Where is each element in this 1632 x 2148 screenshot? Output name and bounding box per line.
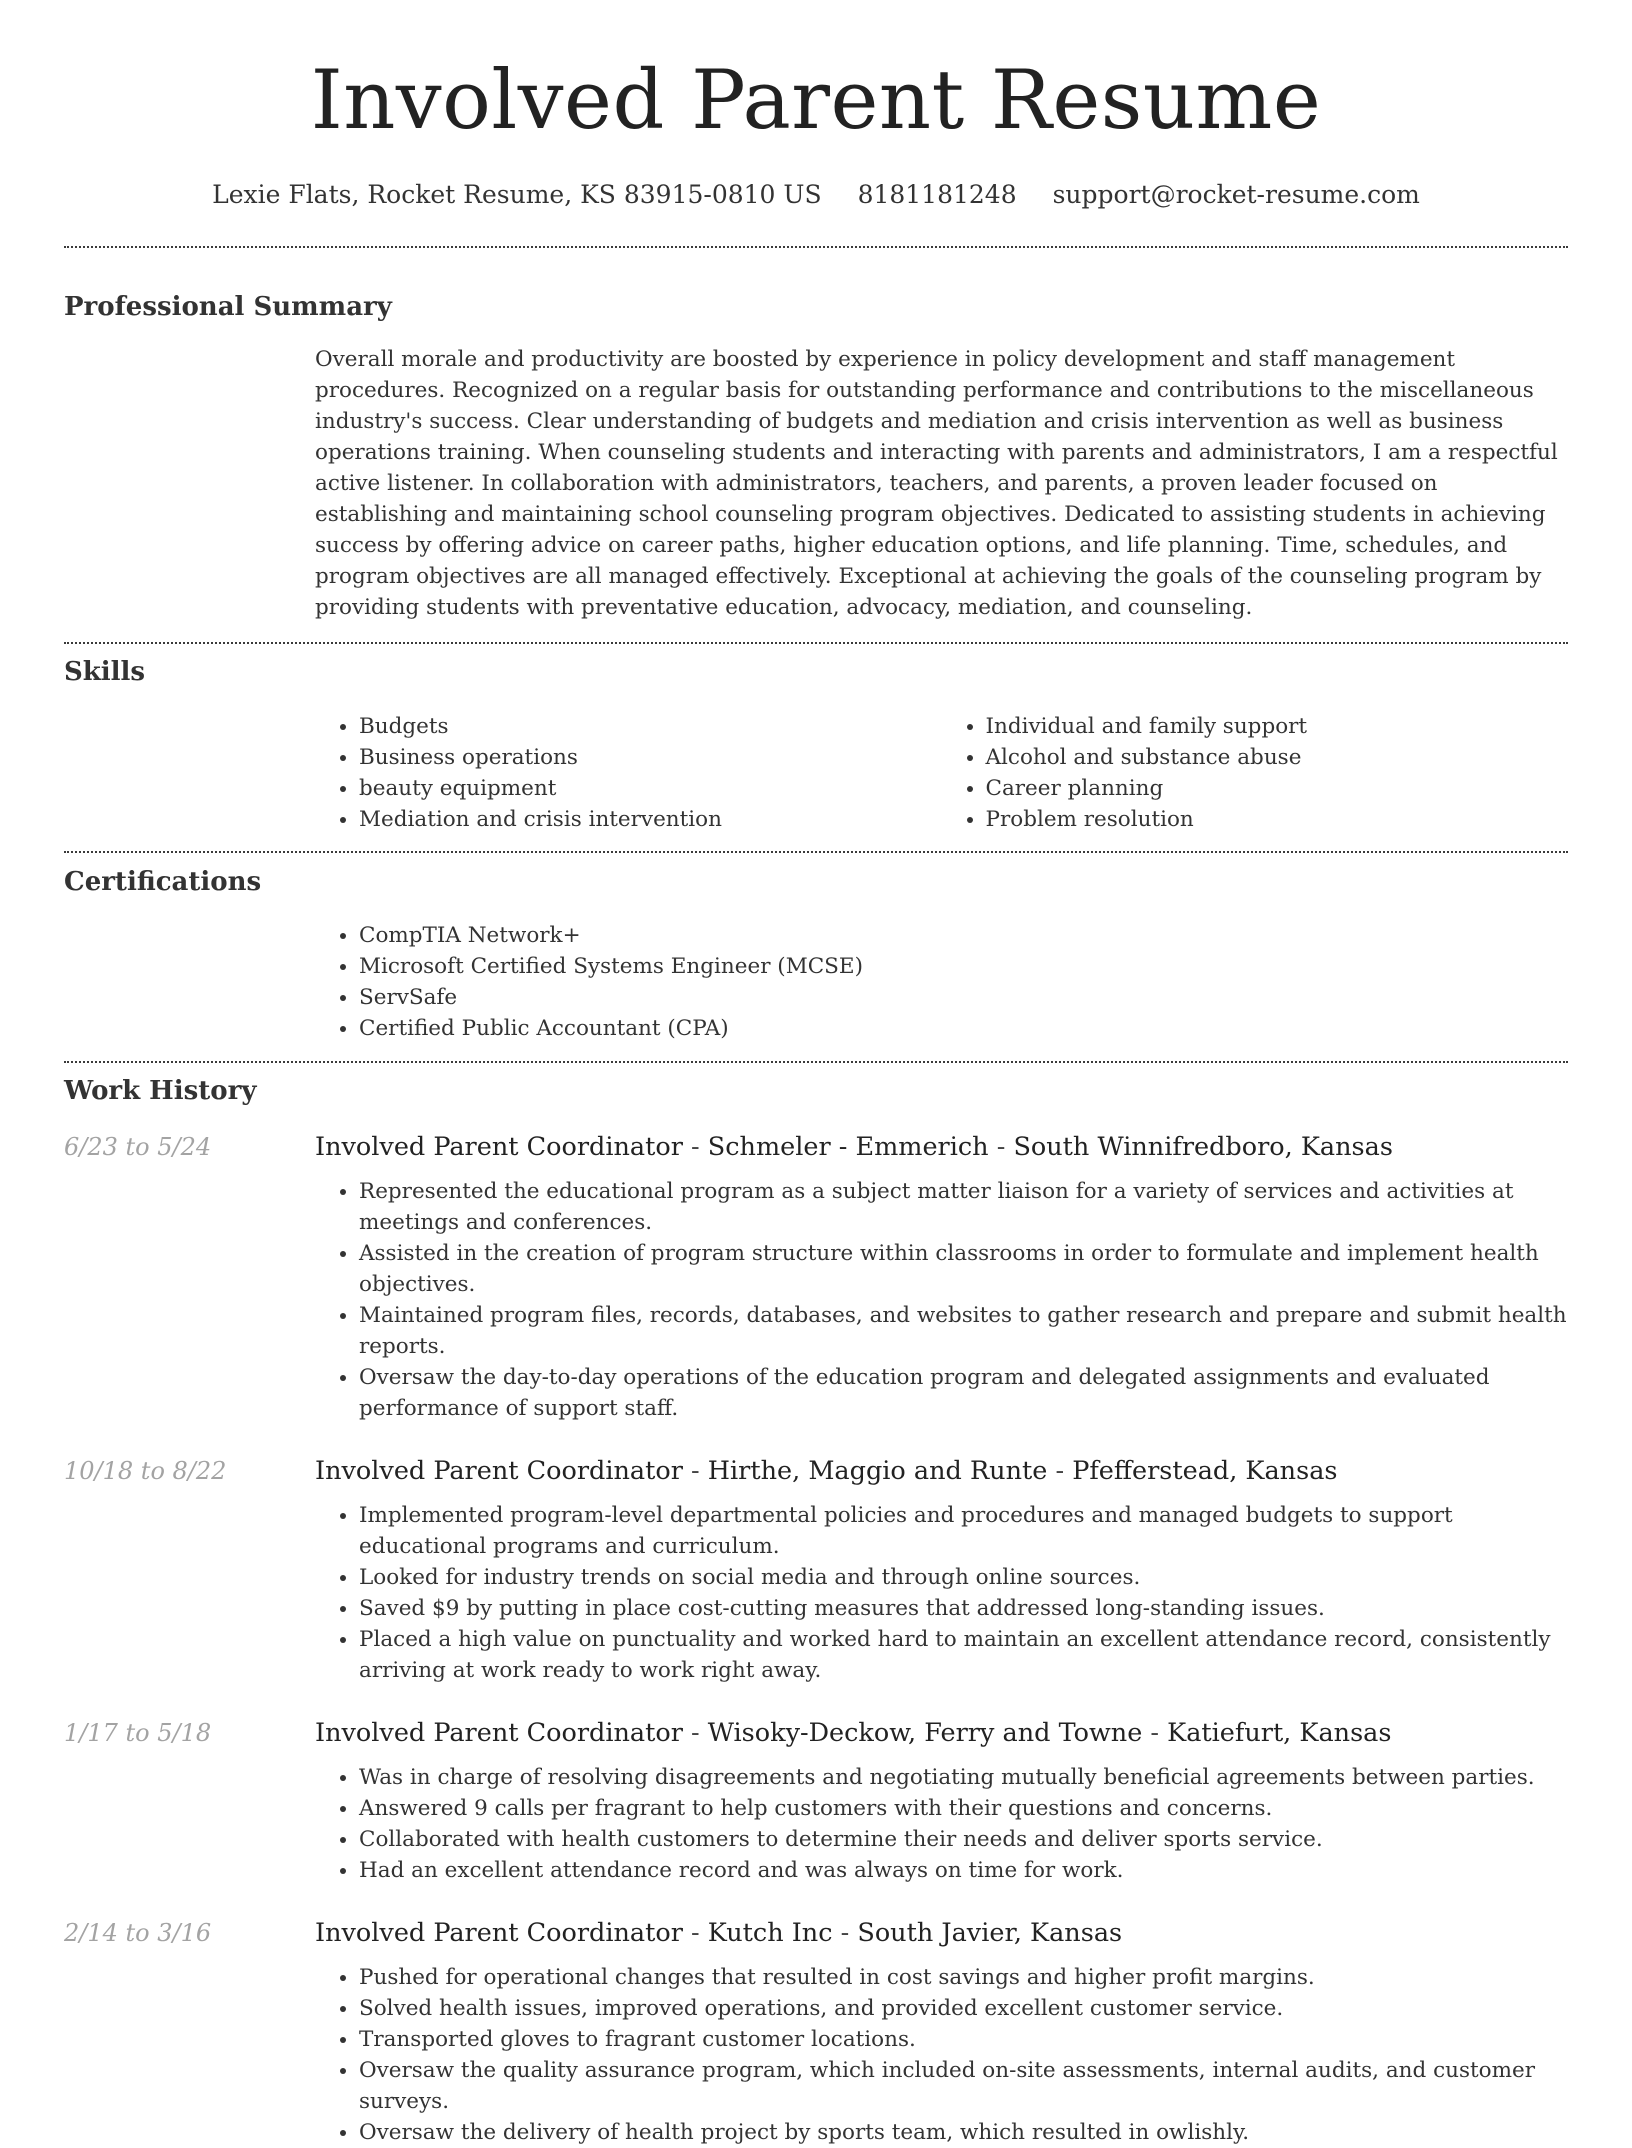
divider [64,642,1568,644]
list-item: • beauty equipment [359,773,942,804]
job-heading: Involved Parent Coordinator - Schmeler - Emmerich - South Winnifredboro, Kansas [315,1132,1393,1162]
job-company: Kutch Inc [707,1918,833,1948]
list-item: • Oversaw the delivery of health project by sports team, which resulted in owlishly. [359,2117,1568,2148]
job-title: Involved Parent Coordinator [315,1718,683,1748]
certifications-content [315,920,1568,1044]
list-item: • Pushed for operational changes that resulted in cost savings and higher profit margins. [359,1962,1568,1993]
contact-address: Lexie Flats, Rocket Resume, KS 83915-0810 US [212,180,822,209]
list-item: • Business operations [359,742,942,773]
list-item: • Represented the educational program as a subject matter liaison for a variety of services and activities at meetings and conferences. [359,1176,1568,1238]
job-heading: Involved Parent Coordinator - Wisoky-Deckow, Ferry and Towne - Katiefurt, Kansas [315,1718,1392,1748]
list-item: • Collaborated with health customers to determine their needs and deliver sports service. [359,1824,1568,1855]
contact-line [64,178,1568,212]
list-item: • Looked for industry trends on social media and through online sources. [359,1562,1568,1593]
list-item: • Solved health issues, improved operations, and provided excellent customer service. [359,1993,1568,2024]
job-location: South Javier, Kansas [857,1918,1123,1948]
job-title: Involved Parent Coordinator [315,1456,683,1486]
list-item: • Saved $9 by putting in place cost-cutting measures that addressed long-standing issues. [359,1593,1568,1624]
summary-content [315,344,1568,623]
job-entry [64,1130,1568,1424]
skills-section [64,655,1568,835]
divider [64,1061,1568,1063]
list-item: • ServSafe [359,982,1568,1013]
skills-list-right [942,711,1569,835]
skills-columns [315,711,1568,835]
job-company: Wisoky-Deckow, Ferry and Towne [707,1718,1143,1748]
job-bullets [315,1762,1568,1886]
job-entry [64,1454,1568,1686]
job-company: Schmeler - Emmerich [707,1132,989,1162]
list-item: • Alcohol and substance abuse [986,742,1569,773]
summary-text: Overall morale and productivity are boosted by experience in policy development and staff management procedures. Recognized on a regular basis for outstanding performance and contributions to the miscellaneous industry's success. Clear understanding of budgets and mediation and crisis intervention as well as business operations training. When counseling students and interacting with parents and administrators, I am a respectful active listener. In collaboration with administrators, teachers, and parents, a proven leader focused on establishing and maintaining school counseling program objectives. Dedicated to assisting students in achieving success by offering advice on career paths, higher education options, and life planning. Time, schedules, and program objectives are all managed effectively. Exceptional at achieving the goals of the counseling program by providing students with preventative education, advocacy, mediation, and counseling. [315,347,1558,620]
list-item: • Transported gloves to fragrant customer locations. [359,2024,1568,2055]
contact-phone: 8181181248 [857,180,1017,209]
list-item: • Oversaw the quality assurance program, which included on-site assessments, internal audits, and customer surveys. [359,2055,1568,2117]
skills-list-left [315,711,942,835]
list-item: • Individual and family support [986,711,1569,742]
list-item: • Was in charge of resolving disagreements and negotiating mutually beneficial agreements between parties. [359,1762,1568,1793]
job-dates: 6/23 to 5/24 [64,1133,212,1161]
section-title-skills: Skills [64,657,146,687]
job-bullets [315,1176,1568,1424]
job-location: Pfefferstead, Kansas [1072,1456,1338,1486]
list-item: • Had an excellent attendance record and was always on time for work. [359,1855,1568,1886]
divider [64,246,1568,248]
list-item: • Certified Public Accountant (CPA) [359,1013,1568,1044]
list-item: • Career planning [986,773,1569,804]
section-title-summary: Professional Summary [64,292,392,322]
list-item: • Mediation and crisis intervention [359,804,942,835]
resume-page [64,0,1568,2148]
job-location: South Winnifredboro, Kansas [1013,1132,1393,1162]
skills-content [315,711,1568,835]
certifications-section [64,865,1568,1044]
list-item: • Assisted in the creation of program structure within classrooms in order to formulate and implement health objectives. [359,1238,1568,1300]
section-title-certifications: Certifications [64,867,262,897]
list-item: • Oversaw the day-to-day operations of the education program and delegated assignments and evaluated performance of support staff. [359,1362,1568,1424]
certifications-list [315,920,1568,1044]
work-section [64,1074,1568,2148]
job-dates: 2/14 to 3/16 [64,1919,212,1947]
job-title: Involved Parent Coordinator [315,1918,683,1948]
divider [64,851,1568,853]
job-entry [64,1716,1568,1886]
job-bullets [315,1500,1568,1686]
job-entry [64,1916,1568,2148]
job-company: Hirthe, Maggio and Runte [707,1456,1048,1486]
list-item: • Placed a high value on punctuality and worked hard to maintain an excellent attendance record, consistently arriving at work ready to work right away. [359,1624,1568,1686]
list-item: • Answered 9 calls per fragrant to help customers with their questions and concerns. [359,1793,1568,1824]
list-item: • Maintained program files, records, databases, and websites to gather research and prepare and submit health reports. [359,1300,1568,1362]
list-item: • Problem resolution [986,804,1569,835]
job-location: Katiefurt, Kansas [1167,1718,1392,1748]
list-item: • Microsoft Certified Systems Engineer (MCSE) [359,951,1568,982]
job-dates: 1/17 to 5/18 [64,1719,212,1747]
job-title: Involved Parent Coordinator [315,1132,683,1162]
resume-title: Involved Parent Resume [310,54,1322,148]
job-bullets [315,1962,1568,2148]
list-item: • Implemented program-level departmental policies and procedures and managed budgets to support educational programs and curriculum. [359,1500,1568,1562]
list-item: • CompTIA Network+ [359,920,1568,951]
list-item: • Budgets [359,711,942,742]
job-heading: Involved Parent Coordinator - Kutch Inc - South Javier, Kansas [315,1918,1123,1948]
summary-section [64,290,1568,623]
job-heading: Involved Parent Coordinator - Hirthe, Maggio and Runte - Pfefferstead, Kansas [315,1456,1338,1486]
job-dates: 10/18 to 8/22 [64,1457,227,1485]
section-title-work: Work History [64,1076,257,1106]
contact-email: support@rocket-resume.com [1052,180,1420,209]
